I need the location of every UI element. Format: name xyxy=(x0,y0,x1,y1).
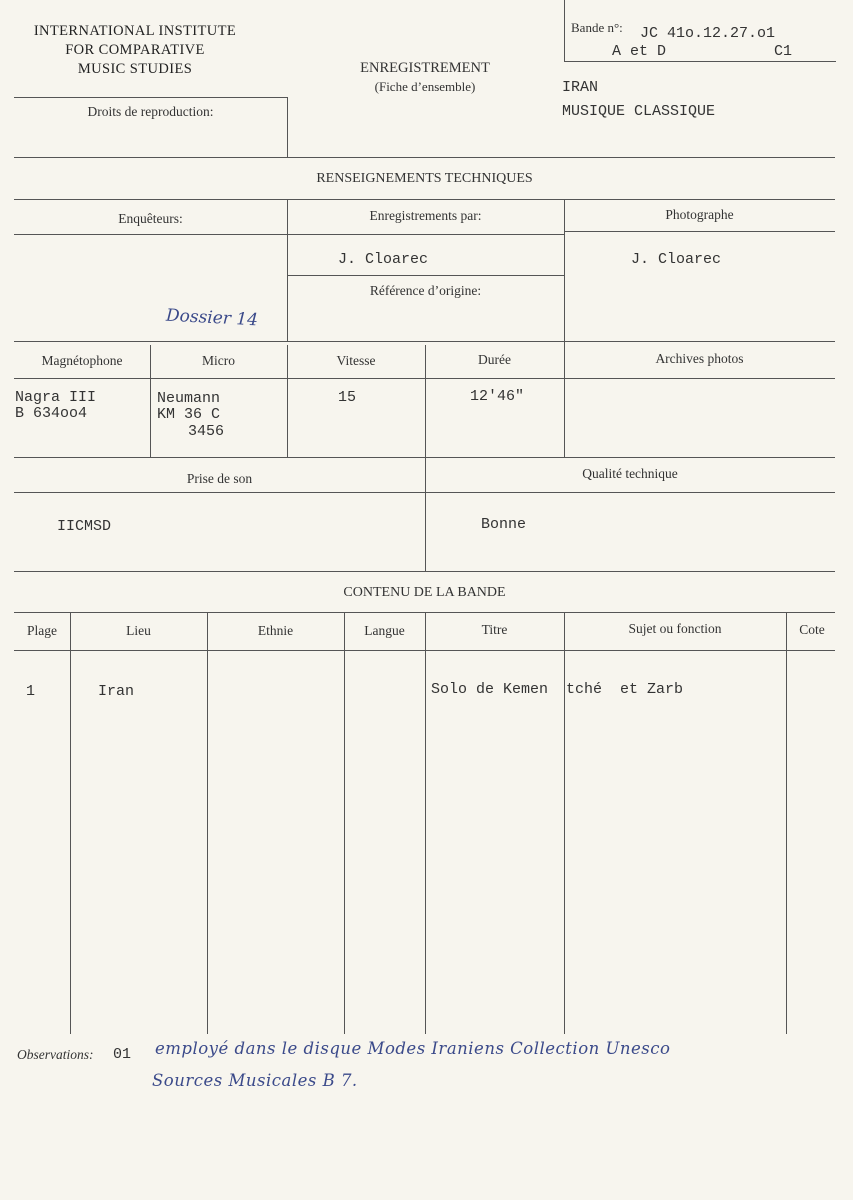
photographe-value: J. Cloarec xyxy=(631,251,722,268)
col-langue: Langue xyxy=(364,623,405,638)
contents-section-title: CONTENU DE LA BANDE xyxy=(343,585,506,600)
col-titre: Titre xyxy=(481,622,508,637)
bande-code: C1 xyxy=(774,43,793,60)
bande-number: JC 41o.12.27.o1 xyxy=(640,25,776,42)
enqueteurs-label: Enquêteurs: xyxy=(118,211,183,226)
archives-label: Archives photos xyxy=(655,351,744,366)
duree-value: 12'46" xyxy=(470,388,525,405)
vitesse-label: Vitesse xyxy=(336,353,376,368)
vitesse-value: 15 xyxy=(338,389,357,406)
row-titre-part-2: tché et Zarb xyxy=(566,681,684,698)
row-plage: 1 xyxy=(26,683,36,700)
enregistrements-label: Enregistrements par: xyxy=(369,208,482,223)
bande-label: Bande n°: xyxy=(571,20,623,35)
qualite-value: Bonne xyxy=(481,516,527,533)
observations-line-2: Sources Musicales B 7. xyxy=(152,1071,358,1090)
row-lieu: Iran xyxy=(98,683,135,700)
magnetophone-line-2: B 634oo4 xyxy=(15,405,88,422)
form-subtitle: (Fiche d’ensemble) xyxy=(374,79,476,94)
prise-value: IICMSD xyxy=(57,518,112,535)
photographe-label: Photographe xyxy=(665,207,734,222)
prise-label: Prise de son xyxy=(186,471,253,486)
col-lieu: Lieu xyxy=(126,623,151,638)
magnetophone-label: Magnétophone xyxy=(41,353,123,368)
form-title: ENREGISTREMENT xyxy=(360,60,490,76)
col-ethnie: Ethnie xyxy=(257,623,294,638)
observations-label: Observations: xyxy=(17,1047,94,1062)
subject-genre: MUSIQUE CLASSIQUE xyxy=(562,103,716,120)
micro-label: Micro xyxy=(202,353,235,368)
micro-line-3: 3456 xyxy=(188,423,225,440)
col-plage: Plage xyxy=(27,623,57,638)
enregistrements-value: J. Cloarec xyxy=(338,251,429,268)
micro-line-1: Neumann xyxy=(157,390,221,407)
technical-section-title: RENSEIGNEMENTS TECHNIQUES xyxy=(316,171,533,186)
observations-code: 01 xyxy=(113,1046,132,1063)
magnetophone-line-1: Nagra III xyxy=(15,389,97,406)
institute-line-1: INTERNATIONAL INSTITUTE xyxy=(33,23,237,39)
institute-name xyxy=(10,22,260,79)
col-sujet: Sujet ou fonction xyxy=(628,621,722,636)
institute-line-2: FOR COMPARATIVE xyxy=(65,42,205,58)
micro-line-2: KM 36 C xyxy=(157,406,221,423)
duree-label: Durée xyxy=(478,352,511,367)
bande-sides: A et D xyxy=(612,43,667,60)
reference-label: Référence d’origine: xyxy=(369,283,482,298)
qualite-label: Qualité technique xyxy=(582,466,678,481)
observations-line-1: employé dans le disque Modes Iraniens Collection Unesco xyxy=(155,1039,671,1058)
rights-label: Droits de reproduction: xyxy=(87,104,214,119)
subject-country: IRAN xyxy=(562,79,599,96)
row-titre-part-1: Solo de Kemen xyxy=(431,681,549,698)
institute-line-3: MUSIC STUDIES xyxy=(77,61,193,77)
col-cote: Cote xyxy=(799,622,825,637)
dossier-note: Dossier 14 xyxy=(165,305,259,331)
